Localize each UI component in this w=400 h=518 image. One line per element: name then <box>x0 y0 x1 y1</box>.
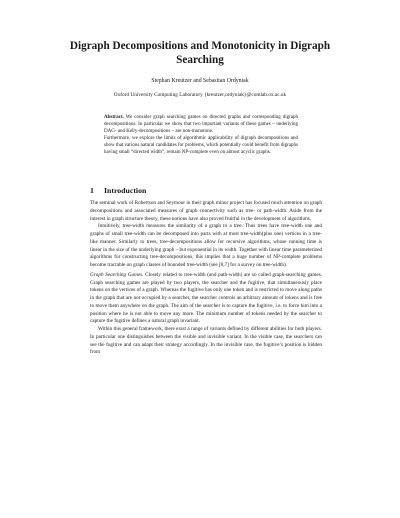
body-text <box>90 200 322 357</box>
paper-title: Digraph Decompositions and Monotonicity in Digraph Searching <box>69 40 331 66</box>
body-paragraph-4: Within this general framework, there exist a range of variants defined by different abilities for both players. In particular one distinguishes between the visible and invisible variant. In the visible case, the searchers can see the fugitive and can adapt their strategy accordingly. In the invisible case, the fugitive’s position is hidden from <box>90 326 322 356</box>
body-paragraph-2: Intuitively, tree-width measures the similarity of a graph to a tree. Thus trees have tree-width one and graphs of small tree-width can be decomposed into parts with at most tree-width(plus one) vertices in a tree-like manner. Similarly to trees, tree-decompositions allow for recursive algorithms, whose running time is linear in the size of the underlying graph – but exponential in its width. Together with linear time parameterized algorithms for constructing tree-decompositions, this implies that a huge number of NP-complete problems become tractable on graph classes of bounded tree-width (see [8,7] for a survey on tree-width). <box>90 223 322 268</box>
paper-authors: Stephan Kreutzer and Sebastian Ordyniak <box>151 78 249 84</box>
paragraph-heading-graph-searching-games: Graph Searching Games. <box>90 271 144 278</box>
abstract-paragraph-2: Furthermore, we explore the limits of algorithmic applicability of digraph decompositions and show that various natural candidates for problems, which potentially could benefit from digraphs having small “directed width”, remain NP-complete even on almost acyclic graphs. <box>104 136 298 156</box>
section-title: Introduction <box>104 186 147 195</box>
section-heading <box>90 186 320 195</box>
abstract-paragraph-1: We consider graph searching games on directed graphs and corresponding digraph decompositions. In particular we show that two important variants of these games – underlying DAG- and Kelly-decompositions – are non-monotone. <box>104 115 298 135</box>
paper-affiliation: Oxford University Computing Laboratory {kreutzer,ordyniak}@comlab.ox.ac.uk <box>113 92 287 98</box>
abstract <box>104 114 298 157</box>
body-paragraph-3: Closely related to tree-width (and path-width) are so called graph-searching games. Graph searching games are played by two players, the searcher and the fugitive, that simultaneously place tokens on the vertices of a graph. Whereas the fugitive has only one token and is restricted to move along paths in the graph that are not occupied by a searcher, the searcher controls an arbitrary amount of tokens and is free to move them anywhere on the graph. The aim of the searcher is to capture the fugitive, i.e. to force him into a position where he is not able to move any more. The minimum number of tokens needed by the searcher to capture the fugitive defines a natural graph invariant. <box>90 271 323 325</box>
abstract-label: Abstract. <box>104 115 124 120</box>
body-paragraph-1: The seminal work of Robertson and Seymour in their graph minor project has focused much attention on graph decompositions and associated measures of graph connectivity such as tree- or path-width. Aside from the interest in graph structure theory, these notions have also proved fruitful in the development of algorithms. <box>90 200 322 222</box>
section-number: 1 <box>90 186 94 195</box>
